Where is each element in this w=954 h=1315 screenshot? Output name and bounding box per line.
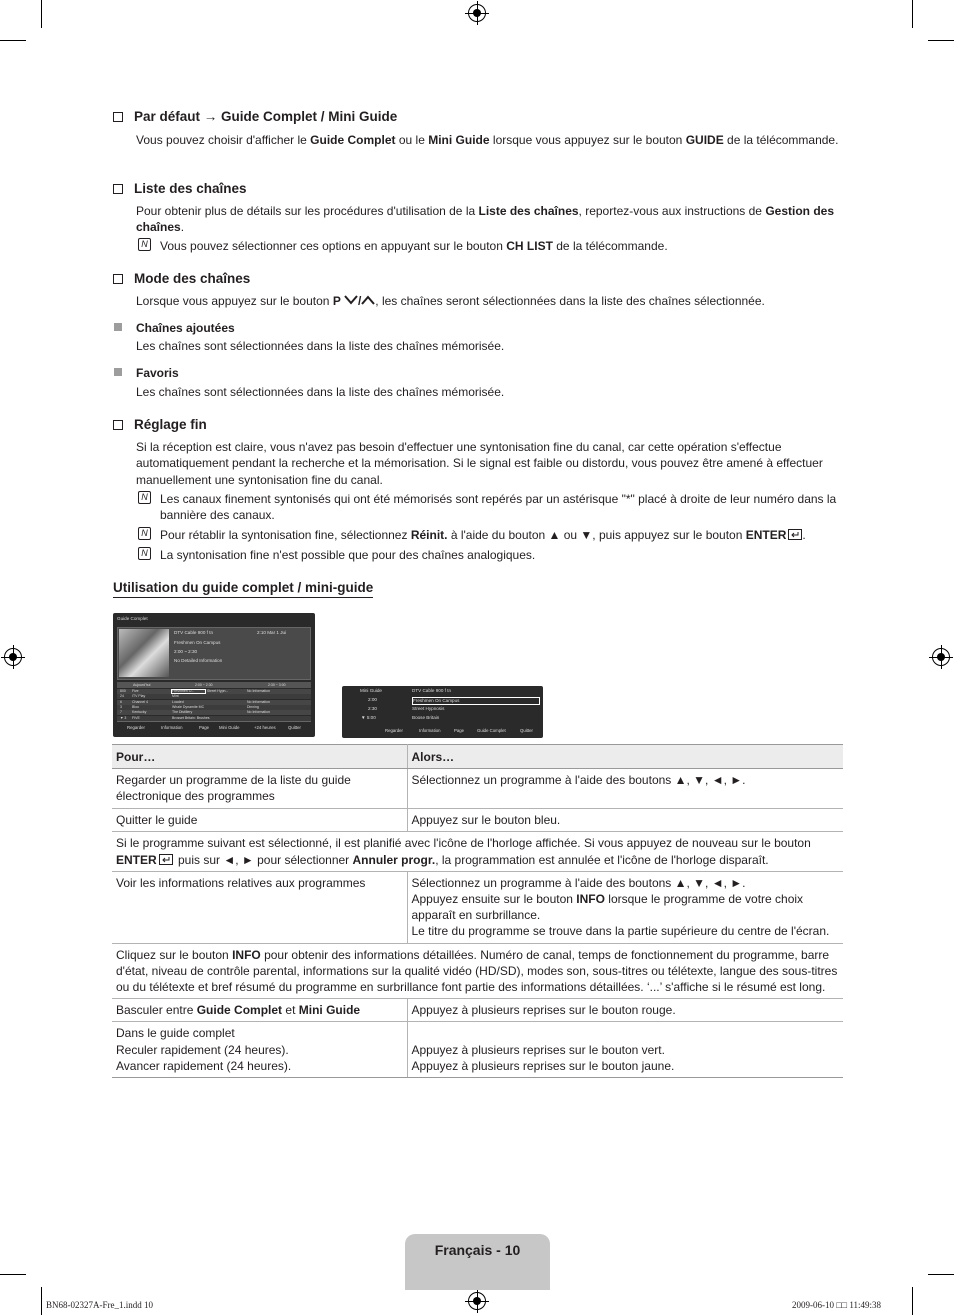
checkbox-bullet-icon <box>113 184 123 194</box>
guide-grid-cell: Mint <box>172 694 179 699</box>
date-slug: 2009-06-10 □□ 11:49:38 <box>792 1300 882 1310</box>
note-text: Vous pouvez sélectionner ces options en appuyant sur le bouton CH LIST de la télécommande. <box>160 239 668 253</box>
guide-grid-cell: FIVE <box>132 715 140 720</box>
note-icon: N <box>138 238 151 251</box>
table-cell: Sélectionnez un programme à l'aide des boutons ▲, ▼, ◄, ►. <box>407 769 843 809</box>
guide-grid-row[interactable] <box>117 694 311 699</box>
mini-guide-program[interactable]: Boose Britain <box>412 715 440 720</box>
guide-grid-row[interactable] <box>117 705 311 710</box>
footer-button[interactable]: Mini Guide <box>219 725 240 730</box>
guide-grid-cell: ITV Play <box>132 694 146 699</box>
guide-grid-cell: 24 <box>120 694 124 699</box>
mini-guide-time: 2:00 <box>368 697 377 702</box>
subheading: Chaînes ajoutées <box>136 321 235 335</box>
paragraph: Si la réception est claire, vous n'avez pas besoin d'effectuer une syntonisation fine du canal, car cette opération s'effectue automatiquement pendant la recherche et la mémorisation. Si le signal est faible ou distordu, vous pouvez être amené à effectuer manuellement une syntonisation fine du canal. <box>136 440 823 487</box>
chevron-up-icon <box>361 295 375 305</box>
footer-button[interactable]: +24 heures <box>254 725 276 730</box>
table-header-alors: Alors… <box>407 745 843 769</box>
guide-grid-cell: No Information <box>247 710 270 715</box>
table-cell: Voir les informations relatives aux programmes <box>112 871 407 943</box>
table-row <box>112 832 843 871</box>
subheading: Favoris <box>136 366 179 380</box>
channel-name: DTV Cable 900 f tn <box>174 630 214 635</box>
program-thumbnail <box>119 629 169 677</box>
paragraph: Vous pouvez choisir d'afficher le Guide Complet ou le Mini Guide lorsque vous appuyez sur le bouton GUIDE de la télécommande. <box>136 133 839 147</box>
footer-button[interactable]: Quitter <box>520 728 533 733</box>
table-cell: Regarder un programme de la liste du guide électronique des programmes <box>112 769 407 809</box>
guide-grid-row[interactable] <box>117 689 311 694</box>
crop-mark <box>41 0 42 28</box>
footer-button[interactable]: Information <box>161 725 183 730</box>
guide-actions-table <box>112 744 843 1078</box>
clock-time: 2:10 Mar 1 Jui <box>257 630 287 635</box>
section-heading: Mode des chaînes <box>113 271 250 287</box>
grid-header-slot: 2:00 ~ 2:30 <box>195 683 213 687</box>
mini-guide-screen <box>342 686 543 738</box>
guide-grid-cell: Channel 4 <box>132 699 148 704</box>
table-cell: Sélectionnez un programme à l'aide des boutons ▲, ▼, ◄, ►. Appuyez ensuite sur le bouton INFO lorsque le programme de votre choix apparaît en surbrillance. Le titre du programme se trouve dans la partie supérieure du centre de l'écran. <box>407 871 843 943</box>
guide-grid-cell: ▼ 3 <box>120 715 127 720</box>
guide-grid-cell: Loaded <box>172 699 184 704</box>
guide-grid-cell: Kentucky <box>132 710 147 715</box>
table-row <box>112 943 843 999</box>
table-cell: Basculer entre Guide Complet et Mini Guide <box>112 999 407 1022</box>
crop-mark <box>912 1287 913 1315</box>
registration-mark-icon <box>468 4 486 22</box>
guide-grid-cell: The Distillery <box>172 710 193 715</box>
paragraph: Les chaînes sont sélectionnées dans la liste des chaînes mémorisée. <box>136 339 505 353</box>
footer-button[interactable]: Page <box>199 725 210 730</box>
checkbox-bullet-icon <box>113 112 123 122</box>
note-icon: N <box>138 491 151 504</box>
registration-mark-icon <box>4 648 22 666</box>
table-cell: Dans le guide complet Reculer rapidement (24 heures). Avancer rapidement (24 heures). <box>112 1022 407 1078</box>
footer-button[interactable]: Page <box>454 728 465 733</box>
guide-grid-cell: 7 <box>120 710 122 715</box>
enter-icon <box>159 854 173 865</box>
note-text: La syntonisation fine n'est possible que pour des chaînes analogiques. <box>160 548 536 562</box>
registration-mark-icon <box>468 1292 486 1310</box>
footer-button[interactable]: Quitter <box>288 725 301 730</box>
mini-guide-title: Mini Guide <box>360 688 382 693</box>
table-cell: Appuyez sur le bouton bleu. <box>407 809 843 832</box>
guide-grid-row[interactable] <box>117 700 311 705</box>
guide-grid-cell: Street Hypn... <box>207 689 229 693</box>
guide-grid-cell: 6 <box>120 699 122 704</box>
note-text: Pour rétablir la syntonisation fine, sélectionnez Réinit. à l'aide du bouton ▲ ou ▼, puis appuyez sur le bouton ENTER . <box>160 528 806 542</box>
crop-mark <box>0 40 26 41</box>
table-cell: Appuyez à plusieurs reprises sur le bouton rouge. <box>407 999 843 1022</box>
table-row <box>112 809 843 832</box>
program-slot: 2:00 ~ 2:30 <box>174 649 198 654</box>
table-cell-full: Cliquez sur le bouton INFO pour obtenir des informations détaillées. Numéro de canal, temps de fonctionnement du programme, barre d'état, niveau de contrôle parental, informations sur la qualité vidéo (HD/SD), modes son, sous-titres ou télétexte, langue des sous-titres ou du télétexte et bref résumé du programme en surbrillance font partie des informations détaillées. ‘...’ s'affiche si le résumé est long. <box>112 943 843 999</box>
square-bullet-icon <box>114 368 122 376</box>
checkbox-bullet-icon <box>113 274 123 284</box>
mini-guide-program[interactable]: Freshmen On Campus <box>412 697 540 705</box>
guide-grid-cell: 3 <box>120 704 122 709</box>
guide-grid-cell: Dinning <box>247 704 259 709</box>
guide-grid-cell: No Information <box>247 699 270 704</box>
table-cell: Quitter le guide <box>112 809 407 832</box>
guide-grid-cell: Brosset Britain: Brushes <box>172 715 210 720</box>
guide-grid-cell: Bloo <box>132 704 140 709</box>
crop-mark <box>912 0 913 28</box>
file-slug: BN68-02327A-Fre_1.indd 10 <box>46 1300 153 1310</box>
crop-mark <box>928 1274 954 1275</box>
checkbox-bullet-icon <box>113 420 123 430</box>
footer-button[interactable]: Regarder <box>385 728 403 733</box>
footer-button[interactable]: Information <box>419 728 441 733</box>
guide-grid-cell: 800 <box>120 689 126 693</box>
enter-icon <box>788 529 802 540</box>
table-header-pour: Pour… <box>112 745 407 769</box>
guide-grid-row[interactable] <box>117 716 311 721</box>
mini-guide-program[interactable]: Street Hypnosis <box>412 706 445 711</box>
guide-grid-cell: No Information <box>247 689 270 693</box>
table-row <box>112 769 843 809</box>
guide-grid-cell: Freshmen O... <box>172 689 195 693</box>
table-row <box>112 999 843 1022</box>
guide-grid-cell: Five <box>132 689 139 693</box>
table-cell-full: Si le programme suivant est sélectionné, il est planifié avec l'icône de l'horloge affichée. Si vous appuyez de nouveau sur le bouton ENTER puis sur ◄, ► pour sélectionner Annuler progr., la programmation est annulée et l'icône de l'horloge disparaît. <box>112 832 843 871</box>
table-row <box>112 871 843 943</box>
page-number-tab: Français - 10 <box>405 1234 550 1290</box>
mini-guide-time: 2:30 <box>368 706 377 711</box>
paragraph: Pour obtenir plus de détails sur les procédures d'utilisation de la Liste des chaînes, reportez-vous aux instructions de Gestion des chaînes. <box>136 204 834 235</box>
full-guide-screen <box>113 613 315 737</box>
mini-guide-time: ▼ 5:00 <box>361 715 376 720</box>
square-bullet-icon <box>114 323 122 331</box>
guide-grid-cell: Whale Dynamite MC <box>172 704 205 709</box>
program-title: Freshmen On Campus <box>174 640 221 645</box>
guide-grid-row[interactable] <box>117 710 311 715</box>
table-row <box>112 1022 843 1078</box>
selection-highlight <box>171 689 206 694</box>
crop-mark <box>928 40 954 41</box>
footer-button[interactable]: Regarder <box>127 725 145 730</box>
grid-header-slot: 2:30 ~ 3:00 <box>268 683 286 687</box>
note-text: Les canaux finement syntonisés qui ont été mémorisés sont repérés par un astérisque "*" placé à droite de leur numéro dans la bannière des canaux. <box>160 492 837 523</box>
section-heading: Par défaut → Guide Complet / Mini Guide <box>113 109 397 125</box>
crop-mark <box>41 1287 42 1315</box>
channel-name: DTV Cable 900 f tn <box>412 688 452 693</box>
chevron-down-icon <box>344 295 358 305</box>
section-heading: Réglage fin <box>113 417 207 433</box>
guide-title: Guide Complet <box>117 616 148 621</box>
guide-footer <box>117 721 311 733</box>
section-heading: Liste des chaînes <box>113 181 247 197</box>
table-cell: Appuyez à plusieurs reprises sur le bouton vert. Appuyez à plusieurs reprises sur le bouton jaune. <box>407 1022 843 1078</box>
note-icon: N <box>138 547 151 560</box>
guide-section-title: Utilisation du guide complet / mini-guide <box>113 580 373 598</box>
paragraph: Les chaînes sont sélectionnées dans la liste des chaînes mémorisée. <box>136 385 505 399</box>
note-icon: N <box>138 527 151 540</box>
footer-button[interactable]: Guide Complet <box>477 728 506 733</box>
program-info: No Detailed Information <box>174 658 223 663</box>
crop-mark <box>0 1274 26 1275</box>
registration-mark-icon <box>932 648 950 666</box>
grid-header-day: Aujourd'hui <box>133 683 151 687</box>
paragraph: Lorsque vous appuyez sur le bouton P / , les chaînes seront sélectionnées dans la liste des chaînes sélectionnée. <box>136 294 765 308</box>
